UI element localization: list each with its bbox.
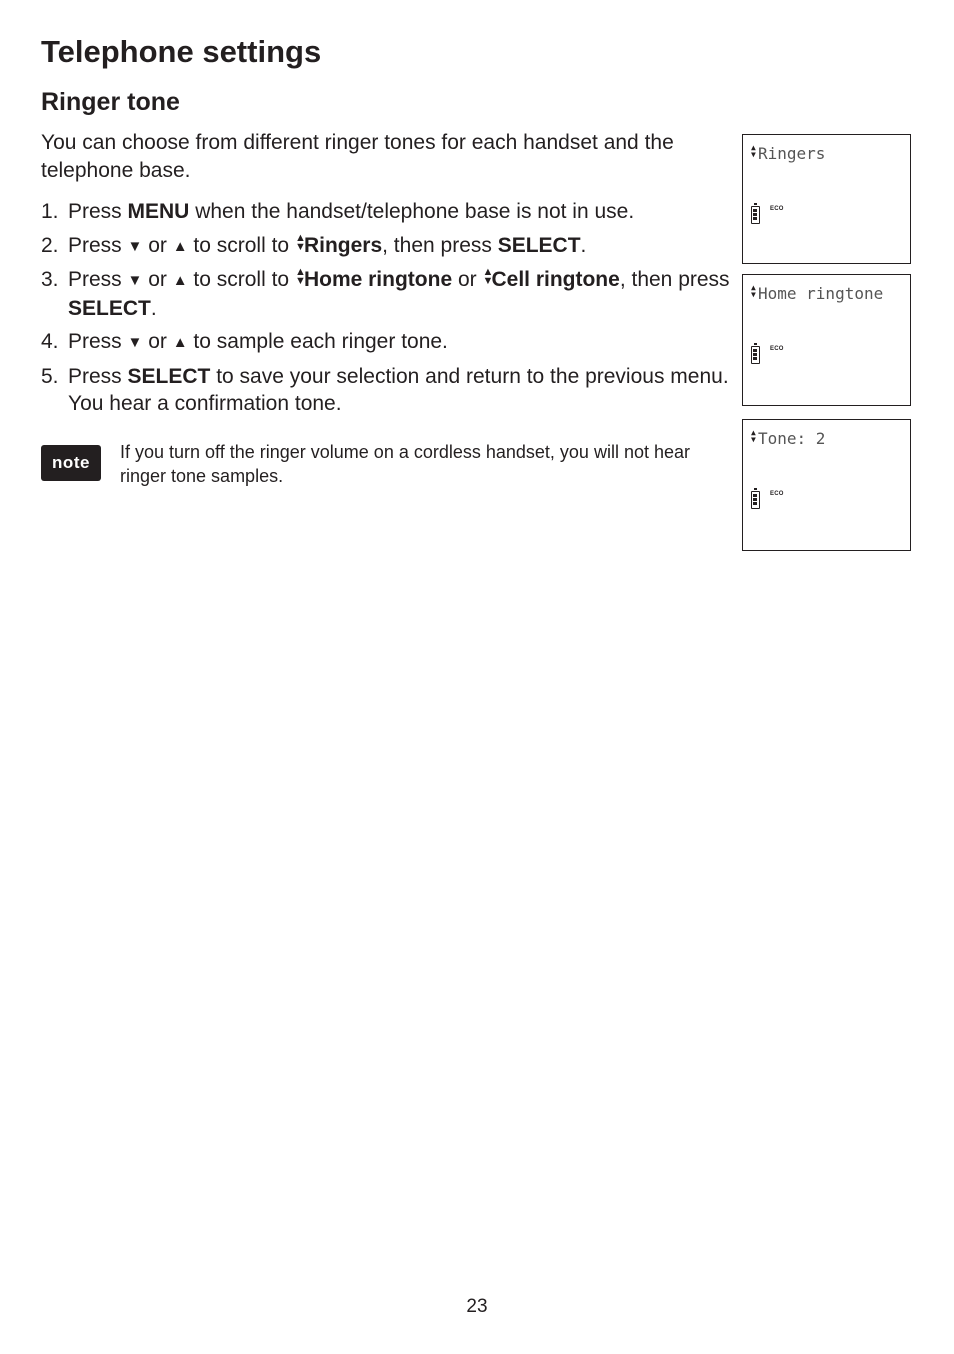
up-down-arrow-icon: ▲ ▼ — [482, 266, 494, 287]
eco-label: ECO — [770, 346, 784, 352]
up-arrow-icon: ▲ — [172, 334, 188, 351]
page-number: 23 — [466, 1296, 488, 1317]
handset-screen-ringers — [742, 134, 911, 264]
up-down-arrow-icon: ▲ ▼ — [294, 231, 306, 253]
screen-text: Ringers — [758, 144, 826, 163]
screen-text: Home ringtone — [758, 284, 884, 303]
down-arrow-icon: ▼ — [127, 237, 143, 255]
note-text: If you turn off the ringer volume on a cordless handset, you will not hear ringer tone samples. — [120, 442, 690, 486]
handset-screen-tone — [742, 419, 911, 551]
note-badge: note — [41, 445, 101, 481]
step-2: 2. Press ▼ or ▲ to scroll to ▲ ▼ Ringers, then press SELECT. — [41, 232, 731, 261]
up-down-arrow-icon: ▲ ▼ — [751, 143, 756, 159]
down-arrow-icon: ▼ — [127, 272, 143, 289]
battery-icon — [751, 491, 760, 509]
screen-text: Tone: 2 — [758, 429, 826, 448]
step-5: 5. Press SELECT to save your selection and return to the previous menu. You hear a confirmation tone. — [41, 364, 729, 415]
up-arrow-icon: ▲ — [172, 272, 188, 289]
battery-icon — [751, 346, 760, 364]
up-down-arrow-icon: ▲ ▼ — [294, 266, 306, 287]
handset-screen-home-ringtone — [742, 274, 911, 406]
down-arrow-icon: ▼ — [127, 334, 143, 351]
steps-list — [41, 198, 731, 424]
step-3: 3. Press ▼ or ▲ to scroll to ▲ ▼ Home ringtone or ▲ ▼ Cell ringtone, then press SELECT. — [41, 266, 730, 320]
page-title: Telephone settings — [41, 34, 322, 69]
eco-label: ECO — [770, 491, 784, 497]
up-down-arrow-icon: ▲ ▼ — [751, 428, 756, 444]
section-title: Ringer tone — [41, 88, 180, 116]
step-4: 4. Press ▼ or ▲ to sample each ringer tone. — [41, 328, 731, 357]
up-down-arrow-icon: ▲ ▼ — [751, 283, 756, 299]
eco-label: ECO — [770, 206, 784, 212]
intro-paragraph: You can choose from different ringer tones for each handset and the telephone base. — [41, 131, 674, 182]
up-arrow-icon: ▲ — [172, 237, 188, 255]
battery-icon — [751, 206, 760, 224]
step-1: 1. Press MENU when the handset/telephone base is not in use. — [41, 200, 635, 223]
